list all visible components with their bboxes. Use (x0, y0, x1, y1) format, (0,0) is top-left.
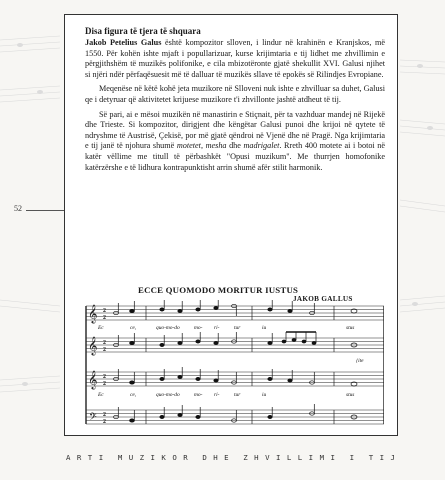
footer-word: A R T I (66, 453, 105, 462)
svg-text:2: 2 (103, 374, 106, 380)
svg-text:𝄞: 𝄞 (88, 336, 98, 355)
score-composer: JAKOB GALLUS (293, 295, 353, 303)
svg-text:2: 2 (103, 419, 106, 425)
staff-1 (86, 306, 384, 320)
lyric: ri- (214, 392, 220, 398)
svg-text:𝄞: 𝄞 (88, 370, 98, 389)
paragraph-1 (85, 38, 385, 80)
article-body (85, 26, 385, 173)
notes-staff-1 (114, 300, 357, 316)
side-mark: {ite (356, 358, 364, 364)
svg-text:2: 2 (103, 315, 106, 321)
page-number: 52 (14, 204, 22, 213)
music-score (84, 300, 386, 434)
term-mesha: mesha (205, 141, 227, 151)
footer-word: M U Z I K O R (117, 453, 189, 462)
svg-text:2: 2 (103, 381, 106, 387)
bar-lines (146, 306, 384, 424)
separator: , (200, 141, 206, 151)
lyric: iu (262, 325, 267, 331)
lyric: mo- (194, 325, 203, 331)
footer-word: Z H V I L L I M I (243, 453, 336, 462)
lyric: tur (234, 392, 241, 398)
clef-icons (88, 304, 97, 425)
svg-text:𝄢: 𝄢 (89, 411, 97, 425)
footer-word: T I J (368, 453, 396, 462)
lyric: ce, (130, 392, 137, 398)
page-number-rule (26, 210, 64, 211)
score-title: ECCE QUOMODO MORITUR IUSTUS (138, 285, 299, 295)
paragraph-3 (85, 110, 385, 174)
lyric: Ec (98, 325, 104, 331)
lyrics-row-2 (97, 392, 354, 398)
footer-word: I (349, 453, 356, 462)
term-motetet: motetet (176, 141, 201, 151)
lyric: iu (262, 392, 267, 398)
lyric: quo-mo-do (156, 325, 180, 331)
term-madrigalet: madrigalet (243, 141, 280, 151)
paragraph-3-text-a: Së pari, ai e mësoi muzikën në manastirin e Stiçnait, për ta vazhduar mandej në Rijekë dhe Trieste. Si kompozitor, dirigjent dhe këngëtar Galusi punoi dhe krijoi në qytete të ndryshme të Austrisë, Çekisë, por më gjatë qëndroi në Vjenë dhe në Pragë. Nga krijimtaria e tij janë të njohura shumë (85, 109, 385, 151)
running-footer (66, 453, 396, 462)
lyric: tur (234, 325, 241, 331)
lyric: stus (346, 325, 355, 331)
svg-text:2: 2 (103, 347, 106, 353)
section-heading: Disa figura të tjera të shquara (85, 26, 201, 36)
lyric: Ec (98, 392, 104, 398)
lyric: mo- (194, 392, 203, 398)
footer-word: D H E (202, 453, 230, 462)
paragraph-1-text: është kompozitor slloven, i lindur në krahinën e Kranjskos, më 1550. Për kohën ishte mjaft i popullarizuar, kurse krijimtaria e tij lidhet me zhvillimin e përgjithshëm të muzikës polifonike, e cila mbizotëronte gjatë shekullit XVI. Galusi njihet si njëri ndër përfaqësuesit më të dalluar të muzikës sllave të epokës së Rilindjes Evropiane. (85, 38, 386, 79)
notes-staff-4 (114, 404, 357, 422)
lyric: quo-mo-do (156, 392, 180, 398)
composer-name: Jakob Petelius Galus (85, 38, 162, 47)
svg-text:2: 2 (103, 340, 106, 346)
svg-text:𝄞: 𝄞 (88, 304, 98, 323)
paragraph-2: Meqenëse në këtë kohë jeta muzikore në Slloveni nuk ishte e zhvilluar sa duhet, Galusi qe i detyruar që aktivitetet krijuese muzikore t'i zhvillonte jashtë atdheut të tij. (85, 84, 385, 104)
conjunction: dhe (226, 141, 244, 151)
lyric: ri- (214, 325, 220, 331)
svg-text:2: 2 (103, 308, 106, 314)
lyric: stus (346, 392, 355, 398)
lyrics-row-1 (97, 325, 354, 331)
svg-text:2: 2 (103, 412, 106, 418)
paragraph-3-text-b: . Rreth 400 motete ai i botoi në katër vëllime me titull të përbashkët "Opusi muzikum". Me thurrjen homofonike katërzërshe e të lidhura kontrapunktisht arrin shumë afër stilit harmonik. (85, 141, 386, 172)
notes-staff-3 (114, 367, 357, 386)
lyric: ce, (130, 325, 137, 331)
